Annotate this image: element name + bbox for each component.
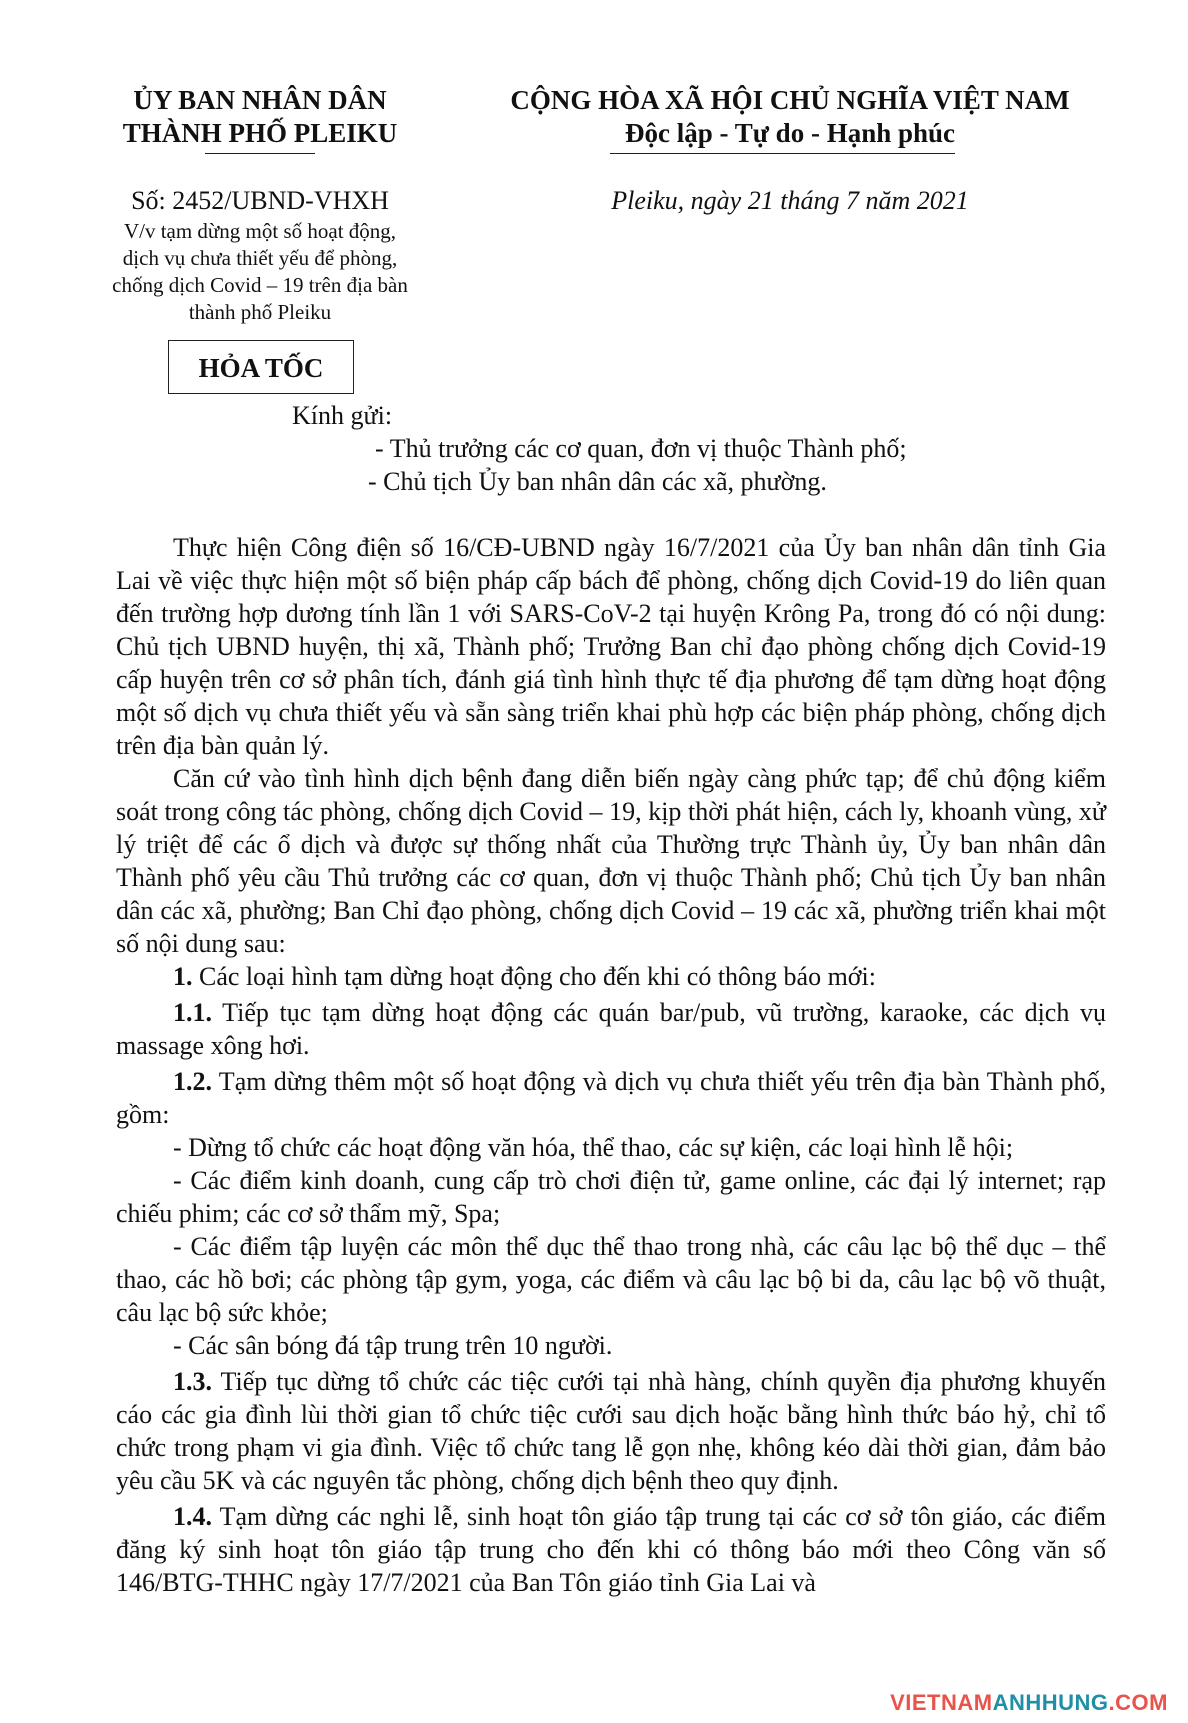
watermark-part: VIETNAM (890, 1690, 993, 1715)
section-number: 1. (173, 962, 193, 991)
paragraph-basis: Căn cứ vào tình hình dịch bệnh đang diễn biến ngày càng phức tạp; để chủ động kiểm soát trong công tác phòng, chống dịch Covid – 19, kịp thời phát hiện, cách ly, khoanh vùng, xử lý triệt để các ổ dịch và được sự thống nhất của Thường trực Thành ủy, Ủy ban nhân dân Thành phố yêu cầu Thủ trưởng các cơ quan, đơn vị thuộc Thành phố; Chủ tịch Ủy ban nhân dân các xã, phường; Ban Chỉ đạo phòng, chống dịch Covid – 19 các xã, phường triển khai một số nội dung sau: (116, 764, 1106, 958)
recipient-item: - Chủ tịch Ủy ban nhân dân các xã, phường. (368, 467, 827, 496)
watermark-part: .COM (1108, 1690, 1168, 1715)
section-number: 1.2. (173, 1067, 212, 1096)
section-text: Tạm dừng thêm một số hoạt động và dịch vụ chưa thiết yếu trên địa bàn Thành phố, gồm: (116, 1067, 1106, 1129)
urgency-stamp: HỎA TỐC (168, 340, 354, 394)
recipient-item: - Thủ trưởng các cơ quan, đơn vị thuộc Thành phố; (375, 434, 907, 463)
subject-line: chống dịch Covid – 19 trên địa bàn (112, 273, 408, 297)
paragraph-intro: Thực hiện Công điện số 16/CĐ-UBND ngày 16/7/2021 của Ủy ban nhân dân tỉnh Gia Lai về việc thực hiện một số biện pháp cấp bách để phòng, chống dịch Covid-19 do liên quan đến trường hợp dương tính lần 1 với SARS-CoV-2 tại huyện Krông Pa, trong đó có nội dung: Chủ tịch UBND huyện, thị xã, Thành phố; Trưởng Ban chỉ đạo phòng chống dịch Covid-19 cấp huyện trên cơ sở phân tích, đánh giá tình hình thực tế địa phương để tạm dừng hoạt động một số dịch vụ chưa thiết yếu và sẵn sàng triển khai phù hợp các biện pháp phòng, chống dịch trên địa bàn quản lý. (116, 533, 1106, 760)
document-body (116, 531, 1106, 1599)
agency-line-2: THÀNH PHỐ PLEIKU (122, 118, 398, 148)
section-text: Tiếp tục tạm dừng hoạt động các quán bar/pub, vũ trường, karaoke, các dịch vụ massage xông hơi. (116, 998, 1106, 1060)
place-date: Pleiku, ngày 21 tháng 7 năm 2021 (611, 186, 969, 215)
nation-line-1: CỘNG HÒA XÃ HỘI CHỦ NGHĨA VIỆT NAM (510, 85, 1070, 115)
section-1-4 (116, 1500, 1106, 1599)
subject-line: V/v tạm dừng một số hoạt động, (123, 219, 397, 243)
agency-line-1: ỦY BAN NHÂN DÂN (133, 85, 387, 115)
document-subject (100, 218, 420, 326)
section-text: Tạm dừng các nghi lễ, sinh hoạt tôn giáo tập trung tại các cơ sở tôn giáo, các điểm đăng ký sinh hoạt tôn giáo tập trung cho đến khi có thông báo mới theo Công văn số 146/BTG-THHC ngày 17/7/2021 của Ban Tôn giáo tỉnh Gia Lai và (116, 1502, 1106, 1597)
section-1-3 (116, 1365, 1106, 1497)
motto-underline (610, 153, 955, 154)
subject-line: dịch vụ chưa thiết yếu để phòng, (122, 246, 398, 270)
section-number: 1.3. (173, 1367, 212, 1396)
subject-line: thành phố Pleiku (188, 300, 332, 324)
document-number: Số: 2452/UBND-VHXH (131, 186, 389, 215)
watermark-part: ANHHUNG (992, 1690, 1109, 1715)
bullet-item: - Dừng tổ chức các hoạt động văn hóa, thể thao, các sự kiện, các loại hình lễ hội; (173, 1133, 1014, 1162)
section-1-2 (116, 1065, 1106, 1131)
nation-motto: Độc lập - Tự do - Hạnh phúc (624, 118, 956, 148)
bullet-item: - Các điểm kinh doanh, cung cấp trò chơi điện tử, game online, các đại lý internet; rạp chiếu phim; các cơ sở thẩm mỹ, Spa; (116, 1166, 1106, 1228)
bullet-item: - Các điểm tập luyện các môn thể dục thể thao trong nhà, các câu lạc bộ thể dục – thể thao, các hồ bơi; các phòng tập gym, yoga, các điểm và câu lạc bộ bi da, câu lạc bộ võ thuật, câu lạc bộ sức khỏe; (116, 1232, 1106, 1327)
national-title (470, 84, 1110, 150)
section-1-1 (116, 996, 1106, 1062)
section-1 (116, 960, 1106, 993)
section-text: Tiếp tục dừng tổ chức các tiệc cưới tại nhà hàng, chính quyền địa phương khuyến cáo các gia đình lùi thời gian tổ chức tiệc cưới sau dịch hoặc bằng hình thức báo hỷ, chỉ tổ chức trong phạm vi gia đình. Việc tổ chức tang lễ gọn nhẹ, không kéo dài thời gian, đảm bảo yêu cầu 5K và các nguyên tắc phòng, chống dịch bệnh theo quy định. (116, 1367, 1106, 1495)
bullet-item: - Các sân bóng đá tập trung trên 10 người. (173, 1331, 613, 1360)
section-number: 1.4. (173, 1502, 212, 1531)
agency-underline (205, 153, 315, 154)
recipients-label: Kính gửi: (292, 401, 393, 430)
watermark (890, 1690, 1168, 1716)
section-number: 1.1. (173, 998, 212, 1027)
issuing-agency (105, 84, 415, 150)
section-text: Các loại hình tạm dừng hoạt động cho đến khi có thông báo mới: (192, 962, 877, 991)
